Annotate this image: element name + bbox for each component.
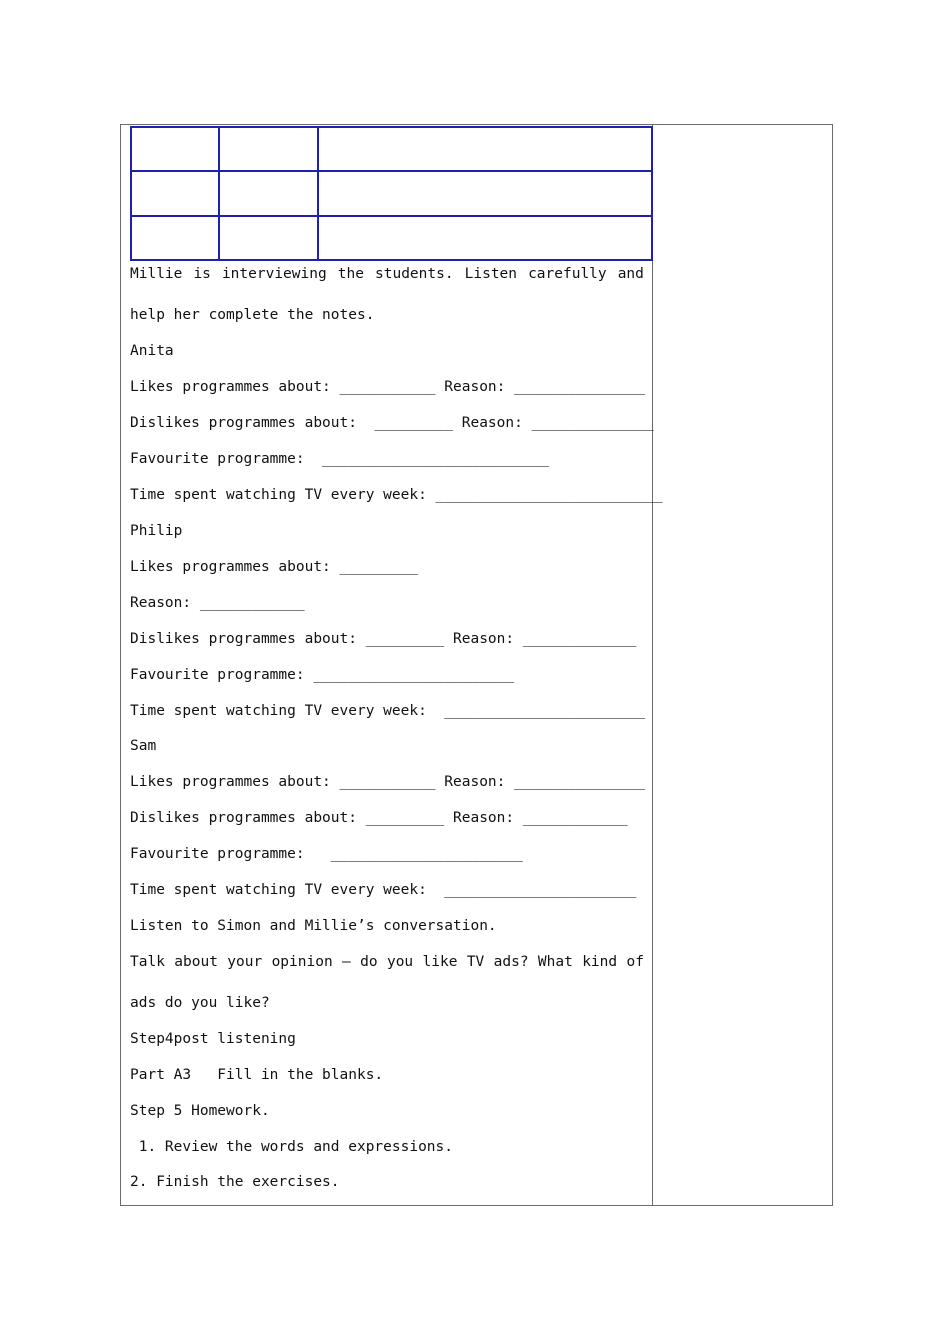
word: the xyxy=(337,266,364,282)
talk-line-2: ads do you like? xyxy=(130,995,270,1011)
grid-cell xyxy=(131,127,219,171)
word: carefully xyxy=(528,266,607,282)
anita-time: Time spent watching TV every week: __________________________ xyxy=(130,487,663,503)
sam-favourite: Favourite programme: ______________________ xyxy=(130,846,523,862)
word: do xyxy=(360,954,378,970)
word: kind xyxy=(582,954,618,970)
word: Listen xyxy=(464,266,518,282)
word: ads? xyxy=(493,954,529,970)
philip-reason: Reason: ____________ xyxy=(130,595,305,611)
grid-cell xyxy=(219,216,318,260)
word: of xyxy=(626,954,644,970)
philip-time: Time spent watching TV every week: _______________________ xyxy=(130,703,646,719)
word: Talk xyxy=(130,954,165,970)
anita-heading: Anita xyxy=(130,343,174,359)
philip-dislikes: Dislikes programmes about: _________ Reason: _____________ xyxy=(130,631,637,647)
word: Millie xyxy=(130,266,183,282)
word: your xyxy=(227,954,263,970)
intro-line-2: help her complete the notes. xyxy=(130,307,375,323)
word: like xyxy=(422,954,458,970)
word: and xyxy=(617,266,644,282)
grid-cell xyxy=(131,216,219,260)
sam-time: Time spent watching TV every week: ______________________ xyxy=(130,882,637,898)
sam-likes: Likes programmes about: ___________ Reason: _______________ xyxy=(130,774,646,790)
step4-heading: Step4post listening xyxy=(130,1031,296,1047)
grid-cell xyxy=(318,127,652,171)
homework-item-2: 2. Finish the exercises. xyxy=(130,1174,340,1190)
word: interviewing xyxy=(221,266,327,282)
column-divider xyxy=(652,125,653,1205)
blank-grid-table xyxy=(130,126,653,261)
grid-cell xyxy=(318,171,652,215)
word: is xyxy=(193,266,211,282)
word: about xyxy=(174,954,218,970)
word: opinion xyxy=(271,954,333,970)
part-a3: Part A3 Fill in the blanks. xyxy=(130,1067,384,1083)
sam-heading: Sam xyxy=(130,738,157,754)
word: — xyxy=(342,954,351,970)
step5-heading: Step 5 Homework. xyxy=(130,1103,270,1119)
word: you xyxy=(386,954,414,970)
philip-likes: Likes programmes about: _________ xyxy=(130,559,419,575)
grid-cell xyxy=(219,171,318,215)
word: TV xyxy=(466,954,485,970)
philip-heading: Philip xyxy=(130,523,183,539)
anita-dislikes: Dislikes programmes about: _________ Reason: ______________ xyxy=(130,415,654,431)
grid-cell xyxy=(131,171,219,215)
word: What xyxy=(537,954,573,970)
intro-line-1 xyxy=(130,265,644,283)
grid-cell xyxy=(318,216,652,260)
word: students. xyxy=(375,266,454,282)
anita-favourite: Favourite programme: __________________________ xyxy=(130,451,550,467)
talk-line-1 xyxy=(130,953,644,971)
lesson-plan-table xyxy=(120,124,833,1206)
philip-favourite: Favourite programme: _______________________ xyxy=(130,667,515,683)
homework-item-1: 1. Review the words and expressions. xyxy=(130,1139,454,1155)
sam-dislikes: Dislikes programmes about: _________ Reason: ____________ xyxy=(130,810,628,826)
listen-instruction: Listen to Simon and Millie’s conversation. xyxy=(130,918,497,934)
anita-likes: Likes programmes about: ___________ Reason: _______________ xyxy=(130,379,646,395)
grid-cell xyxy=(219,127,318,171)
